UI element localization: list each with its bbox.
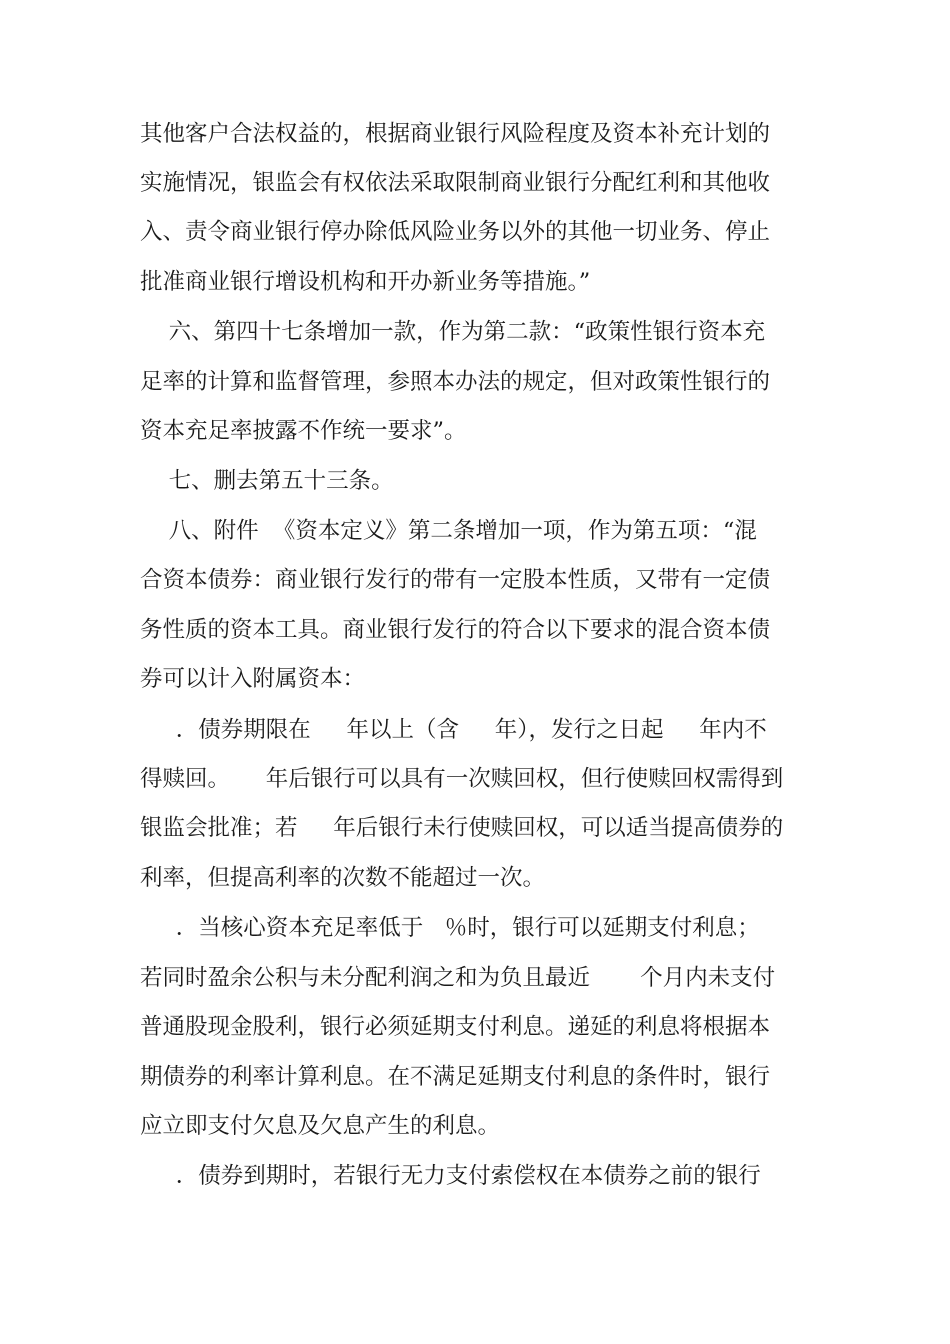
text-line: 六、第四十七条增加一款，作为第二款：“政策性银行资本充 [140,319,766,345]
text-line: 七、删去第五十三条。 [140,468,394,494]
text-line: 得赎回。 年后银行可以具有一次赎回权，但行使赎回权需得到 [140,766,784,792]
text-line: 批准商业银行增设机构和开办新业务等措施。” [140,269,591,295]
text-line: 其他客户合法权益的，根据商业银行风险程度及资本补充计划的 [140,121,771,147]
text-line: 券可以计入附属资本： [140,666,366,692]
text-line: 应立即支付欠息及欠息产生的利息。 [140,1113,501,1139]
text-line: 八、附件 《资本定义》第二条增加一项，作为第五项：“混 [140,518,757,544]
text-line: 利率，但提高利率的次数不能超过一次。 [140,865,546,891]
text-line: 银监会批准；若 年后银行未行使赎回权，可以适当提高债券的 [140,815,784,841]
text-line: 资本充足率披露不作统一要求”。 [140,418,467,444]
text-line: ．债券到期时，若银行无力支付索偿权在本债券之前的银行 [140,1163,761,1189]
text-line: 入、责令商业银行停办除低风险业务以外的其他一切业务、停止 [140,219,771,245]
text-line: 足率的计算和监督管理，参照本办法的规定，但对政策性银行的 [140,369,771,395]
text-line: 务性质的资本工具。商业银行发行的符合以下要求的混合资本债 [140,617,771,643]
text-line: 实施情况，银监会有权依法采取限制商业银行分配红利和其他收 [140,170,771,196]
text-line: 若同时盈余公积与未分配利润之和为负且最近 个月内未支付 [140,965,776,991]
text-line: 期债券的利率计算利息。在不满足延期支付利息的条件时，银行 [140,1064,771,1090]
text-line: ．当核心资本充足率低于 ％时，银行可以延期支付利息； [140,915,760,941]
text-line: 普通股现金股利，银行必须延期支付利息。递延的利息将根据本 [140,1014,771,1040]
text-line: ．债券期限在 年以上（含 年），发行之日起 年内不 [140,717,767,743]
text-line: 合资本债券：商业银行发行的带有一定股本性质，又带有一定债 [140,567,771,593]
